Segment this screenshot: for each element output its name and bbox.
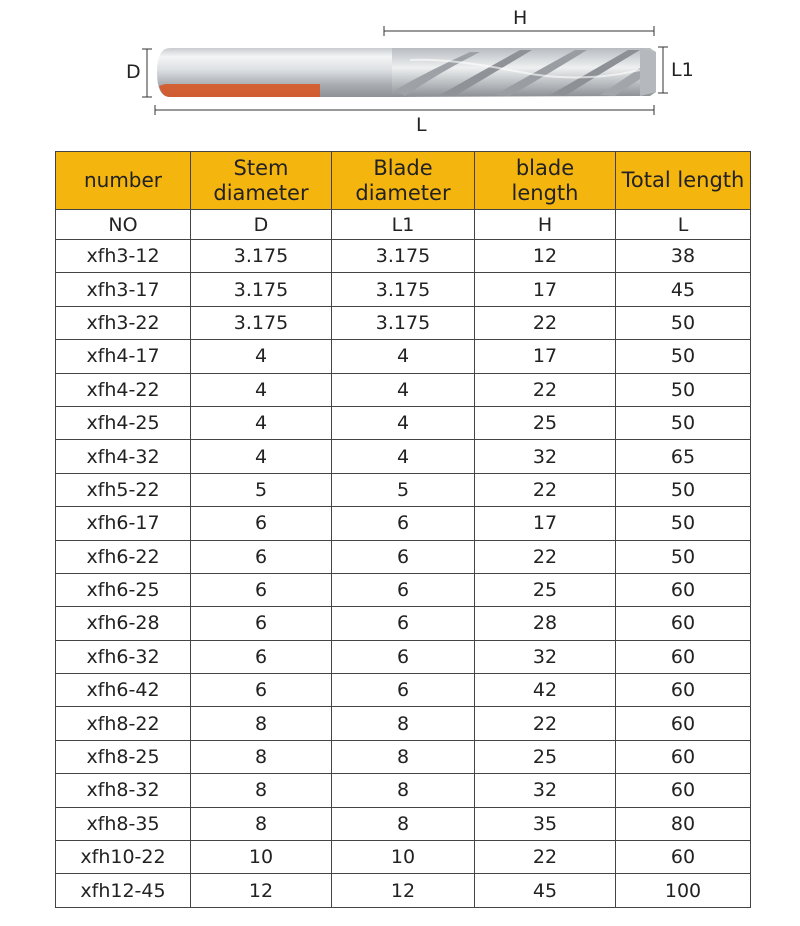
cell-blade-diameter: 4 [332,440,475,473]
cell-stem-diameter: 8 [191,774,332,807]
cell-stem-diameter: 3.175 [191,273,332,306]
cell-blade-length: 22 [475,540,616,573]
table-row [56,340,751,373]
cell-blade-diameter: 4 [332,406,475,439]
cell-number: xfh8-22 [56,707,191,740]
dim-line-l [155,105,654,115]
table-row [56,841,751,874]
cell-stem-diameter: 4 [191,373,332,406]
cell-number: xfh8-32 [56,774,191,807]
cell-blade-diameter: 5 [332,473,475,506]
cell-number: xfh6-32 [56,640,191,673]
cell-blade-diameter: 6 [332,607,475,640]
dim-line-l1 [658,47,668,93]
cell-blade-diameter: 12 [332,874,475,907]
dim-label-l1: L1 [671,59,694,81]
cell-total-length: 50 [616,306,751,339]
header-number-label: number [83,168,163,192]
cell-blade-length: 22 [475,373,616,406]
cell-stem-diameter: 6 [191,640,332,673]
cell-number: xfh6-17 [56,507,191,540]
subheader-d: D [191,210,332,240]
cell-blade-diameter: 3.175 [332,240,475,273]
cell-number: xfh4-22 [56,373,191,406]
cell-number: xfh6-25 [56,573,191,606]
cell-total-length: 50 [616,540,751,573]
cell-stem-diameter: 6 [191,573,332,606]
cell-blade-length: 25 [475,406,616,439]
table-row [56,273,751,306]
cell-number: xfh8-25 [56,740,191,773]
cell-number: xfh3-22 [56,306,191,339]
tool-flutes [392,48,656,97]
tool-dimension-diagram [0,0,800,145]
cell-blade-diameter: 6 [332,540,475,573]
header-blade-length-label: blade length [511,156,579,205]
cell-stem-diameter: 5 [191,473,332,506]
cell-total-length: 45 [616,273,751,306]
cell-number: xfh3-12 [56,240,191,273]
cell-total-length: 60 [616,707,751,740]
cell-stem-diameter: 3.175 [191,306,332,339]
cell-blade-length: 32 [475,640,616,673]
cell-blade-length: 42 [475,674,616,707]
cell-number: xfh8-35 [56,807,191,840]
subheader-row [56,210,751,240]
cell-stem-diameter: 8 [191,807,332,840]
cell-stem-diameter: 4 [191,406,332,439]
cell-blade-diameter: 6 [332,674,475,707]
cell-blade-diameter: 6 [332,573,475,606]
cell-stem-diameter: 8 [191,740,332,773]
table-row [56,874,751,907]
cell-total-length: 60 [616,774,751,807]
header-blade-length [475,152,616,210]
cell-number: xfh3-17 [56,273,191,306]
header-total-length [616,152,751,210]
cell-total-length: 50 [616,507,751,540]
subheader-l: L [616,210,751,240]
cell-stem-diameter: 6 [191,507,332,540]
cell-blade-length: 35 [475,807,616,840]
header-total-length-label: Total length [621,168,745,193]
cell-blade-diameter: 3.175 [332,273,475,306]
cell-number: xfh4-17 [56,340,191,373]
cell-blade-diameter: 4 [332,373,475,406]
table-row [56,807,751,840]
cell-blade-length: 32 [475,774,616,807]
cell-number: xfh6-42 [56,674,191,707]
cell-stem-diameter: 8 [191,707,332,740]
cell-total-length: 60 [616,841,751,874]
cell-total-length: 80 [616,807,751,840]
table-row [56,740,751,773]
table-row [56,440,751,473]
cell-stem-diameter: 4 [191,340,332,373]
cell-blade-length: 17 [475,507,616,540]
header-blade-diameter-label: Blade diameter [355,156,451,205]
table-row [56,240,751,273]
subheader-no: NO [56,210,191,240]
cell-stem-diameter: 3.175 [191,240,332,273]
table-row [56,607,751,640]
cell-number: xfh10-22 [56,841,191,874]
cell-stem-diameter: 6 [191,607,332,640]
cell-number: xfh4-32 [56,440,191,473]
cell-total-length: 50 [616,340,751,373]
cell-blade-length: 22 [475,707,616,740]
cell-blade-diameter: 8 [332,740,475,773]
cell-total-length: 100 [616,874,751,907]
cell-blade-diameter: 8 [332,707,475,740]
dim-label-d: D [126,61,141,83]
tool-shank [157,48,392,97]
header-stem-diameter [191,152,332,210]
cell-stem-diameter: 4 [191,440,332,473]
cell-blade-diameter: 8 [332,774,475,807]
cell-blade-length: 22 [475,306,616,339]
table-row [56,373,751,406]
header-blade-diameter [332,152,475,210]
table-row [56,507,751,540]
cell-blade-length: 45 [475,874,616,907]
table-row [56,406,751,439]
table-row [56,306,751,339]
dim-label-l: L [416,114,427,136]
cell-blade-diameter: 4 [332,340,475,373]
cell-total-length: 50 [616,406,751,439]
cell-total-length: 38 [616,240,751,273]
subheader-h: H [475,210,616,240]
cell-stem-diameter: 12 [191,874,332,907]
spec-table-body [56,240,751,908]
cell-number: xfh6-22 [56,540,191,573]
cell-total-length: 50 [616,373,751,406]
header-row [56,152,751,210]
cell-blade-diameter: 6 [332,640,475,673]
cell-blade-length: 17 [475,273,616,306]
header-number [56,152,191,210]
cell-number: xfh4-25 [56,406,191,439]
cell-blade-length: 17 [475,340,616,373]
cell-blade-diameter: 8 [332,807,475,840]
cell-blade-length: 12 [475,240,616,273]
table-row [56,774,751,807]
cell-total-length: 50 [616,473,751,506]
cell-blade-length: 22 [475,841,616,874]
cell-blade-length: 22 [475,473,616,506]
cell-total-length: 60 [616,607,751,640]
dim-line-d [142,49,152,97]
header-stem-diameter-label: Stem diameter [213,156,309,205]
cell-stem-diameter: 6 [191,540,332,573]
cell-blade-length: 25 [475,573,616,606]
cell-blade-diameter: 6 [332,507,475,540]
cell-total-length: 65 [616,440,751,473]
cell-number: xfh5-22 [56,473,191,506]
table-row [56,473,751,506]
table-row [56,674,751,707]
table-row [56,707,751,740]
cell-total-length: 60 [616,640,751,673]
cell-blade-length: 28 [475,607,616,640]
cell-number: xfh12-45 [56,874,191,907]
dim-label-h: H [513,7,528,29]
cell-blade-diameter: 3.175 [332,306,475,339]
spec-table [55,151,751,908]
cell-number: xfh6-28 [56,607,191,640]
cell-stem-diameter: 10 [191,841,332,874]
table-row [56,573,751,606]
cell-blade-length: 32 [475,440,616,473]
table-row [56,640,751,673]
cell-blade-length: 25 [475,740,616,773]
subheader-l1: L1 [332,210,475,240]
cell-blade-diameter: 10 [332,841,475,874]
cell-total-length: 60 [616,573,751,606]
cell-total-length: 60 [616,674,751,707]
cell-stem-diameter: 6 [191,674,332,707]
cell-total-length: 60 [616,740,751,773]
table-row [56,540,751,573]
